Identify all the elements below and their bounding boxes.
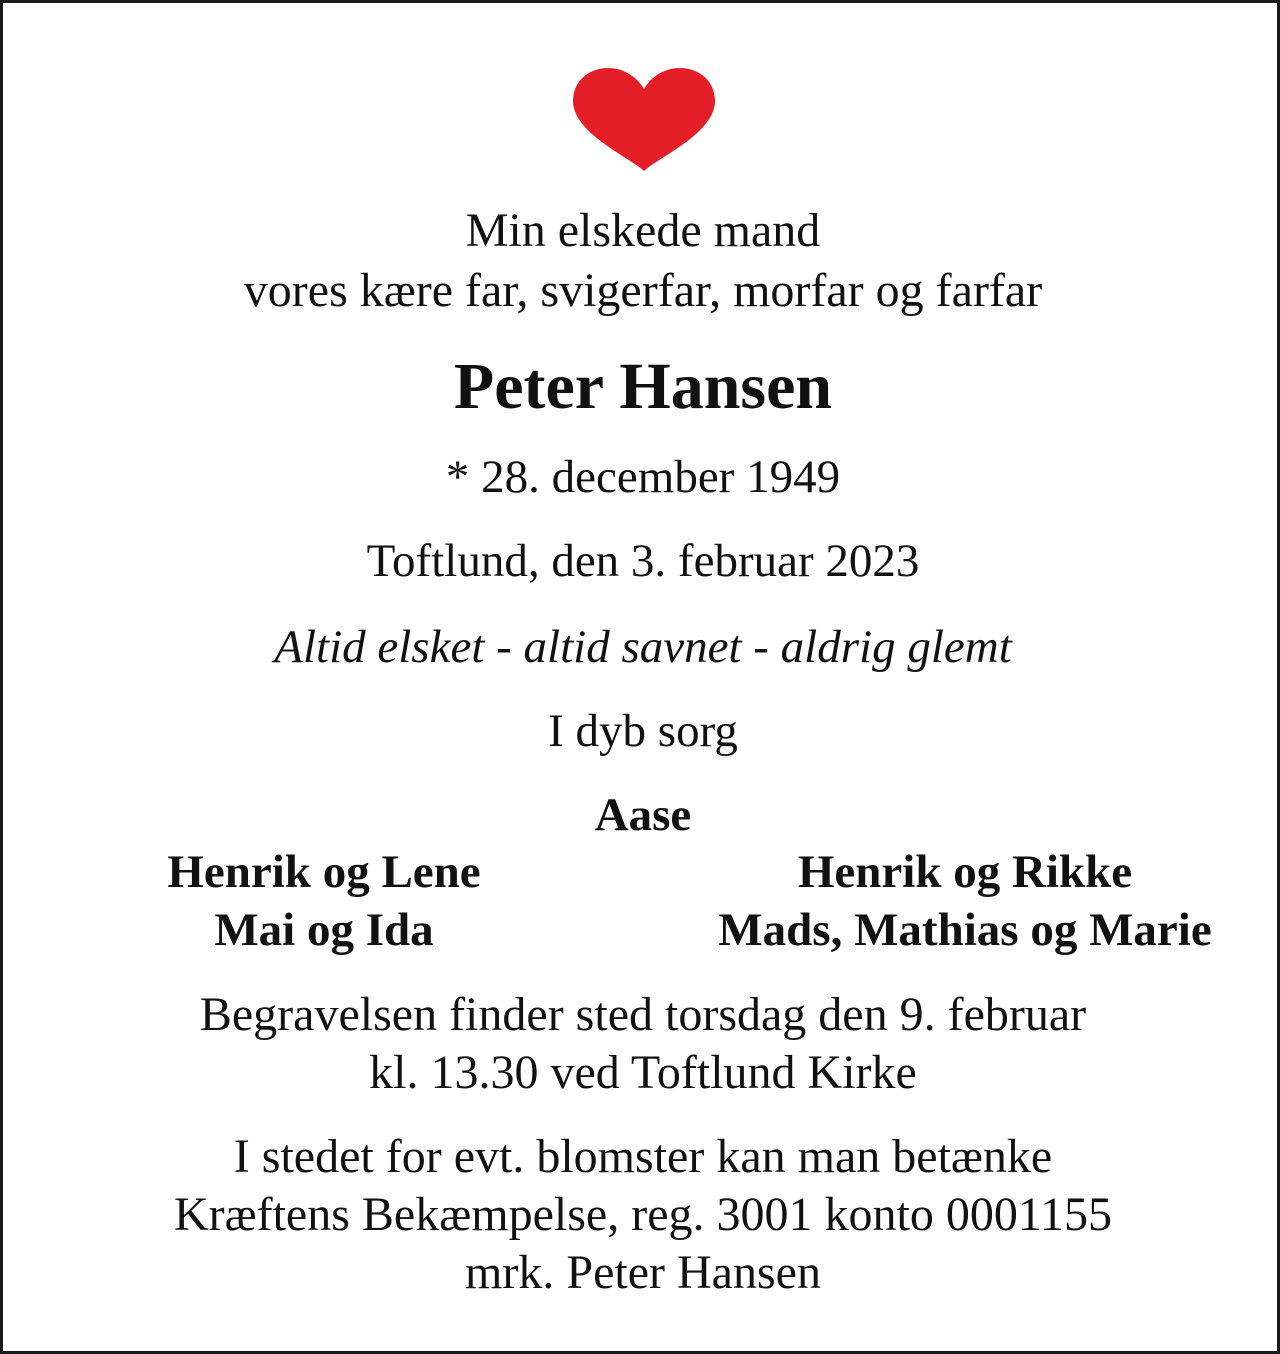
family-left-line-1: Henrik og Lene bbox=[167, 846, 481, 898]
place-and-death-date: Toftlund, den 3. februar 2023 bbox=[366, 535, 920, 587]
donation-line-2: Kræftens Bekæmpelse, reg. 3001 konto 0001155 bbox=[173, 1188, 1113, 1241]
family-right-line-2: Mads, Mathias og Marie bbox=[718, 904, 1212, 956]
heart-icon bbox=[571, 67, 717, 171]
donation-line-3: mrk. Peter Hansen bbox=[465, 1246, 821, 1299]
intro-line-2: vores kære far, svigerfar, morfar og farfar bbox=[243, 264, 1043, 317]
intro-line-1: Min elskede mand bbox=[465, 204, 821, 257]
donation-line-1: I stedet for evt. blomster kan man betænke bbox=[233, 1130, 1053, 1183]
family-right-line-1: Henrik og Rikke bbox=[797, 846, 1133, 898]
mourning-line: I dyb sorg bbox=[548, 705, 738, 757]
spouse-name: Aase bbox=[594, 789, 692, 841]
deceased-name: Peter Hansen bbox=[453, 350, 833, 423]
heart-shape bbox=[573, 68, 715, 171]
motto: Altid elsket - altid savnet - aldrig glemt bbox=[274, 621, 1012, 673]
birth-date: * 28. december 1949 bbox=[445, 451, 841, 503]
family-left-line-2: Mai og Ida bbox=[214, 904, 434, 956]
funeral-line-1: Begravelsen finder sted torsdag den 9. februar bbox=[199, 988, 1087, 1041]
funeral-line-2: kl. 13.30 ved Toftlund Kirke bbox=[369, 1046, 917, 1099]
